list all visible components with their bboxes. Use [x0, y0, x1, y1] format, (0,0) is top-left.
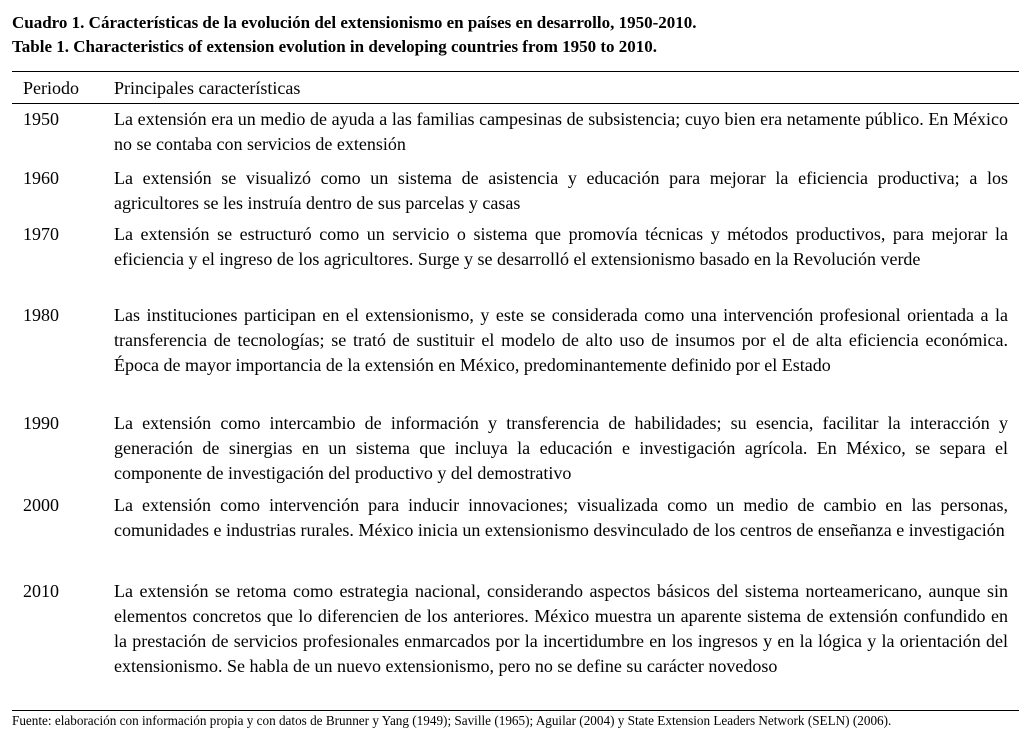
- row-year: 2010: [23, 581, 59, 601]
- table-bottom-rule: [12, 710, 1019, 711]
- table-top-rule: [12, 71, 1019, 72]
- header-bottom-rule: [12, 103, 1019, 104]
- row-year: 1960: [23, 168, 59, 188]
- row-description: La extensión se retoma como estrategia nacional, considerando aspectos básicos del sistema norteamericano, aunque sin elementos concretos que lo diferencien de los anteriores. México muestra un aparente sistema de extensión confundido en la prestación de servicios profesionales enmarcados por la incertidumbre en los ingresos y en la lógica y la orientación del extensionismo. Se habla de un nuevo extensionismo, pero no se define su carácter novedoso: [114, 581, 1008, 676]
- row-description: La extensión se estructuró como un servicio o sistema que promovía técnicas y métodos productivos, para mejorar la eficiencia y el ingreso de los agricultores. Surge y se desarrolló el extensionismo basado en la Revolución verde: [114, 224, 1008, 269]
- row-description: Las instituciones participan en el extensionismo, y este se considerada como una intervención profesional orientada a la transferencia de tecnologías; se trató de sustituir el modelo de alto uso de insumos por el de alta eficiencia económica. Época de mayor importancia de la extensión en México, predominantemente definido por el Estado: [114, 305, 1008, 375]
- row-description: La extensión era un medio de ayuda a las familias campesinas de subsistencia; cuyo bien era netamente público. En México no se contaba con servicios de extensión: [114, 109, 1008, 154]
- caption-spanish: Cuadro 1. Cáracterísticas de la evolución del extensionismo en países en desarrollo, 1950-2010.: [12, 13, 697, 32]
- row-year: 1950: [23, 109, 59, 129]
- row-description: La extensión como intercambio de información y transferencia de habilidades; su esencia, facilitar la interacción y generación de sinergias en un sistema que incluya la educación e investigación agrícola. En México, se separa el componente de investigación del productivo y del demostrativo: [114, 413, 1008, 483]
- table-caption: [12, 11, 1022, 59]
- row-year: 1990: [23, 413, 59, 433]
- row-description: La extensión como intervención para inducir innovaciones; visualizada como un medio de cambio en las personas, comunidades e industrias rurales. México inicia un extensionismo desvinculado de los centros de enseñanza e investigación: [114, 495, 1008, 540]
- column-header-period: Periodo: [23, 78, 79, 98]
- row-description: La extensión se visualizó como un sistema de asistencia y educación para mejorar la eficiencia productiva; a los agricultores se les instruía dentro de sus parcelas y casas: [114, 168, 1008, 213]
- row-year: 2000: [23, 495, 59, 515]
- row-year: 1970: [23, 224, 59, 244]
- caption-english: Table 1. Characteristics of extension evolution in developing countries from 1950 to 2010.: [12, 37, 658, 56]
- source-footnote: Fuente: elaboración con información propia y con datos de Brunner y Yang (1949); Saville (1965); Aguilar (2004) y State Extension Leaders Network (SELN) (2006).: [12, 713, 892, 728]
- row-year: 1980: [23, 305, 59, 325]
- column-header-characteristics: Principales características: [114, 78, 301, 98]
